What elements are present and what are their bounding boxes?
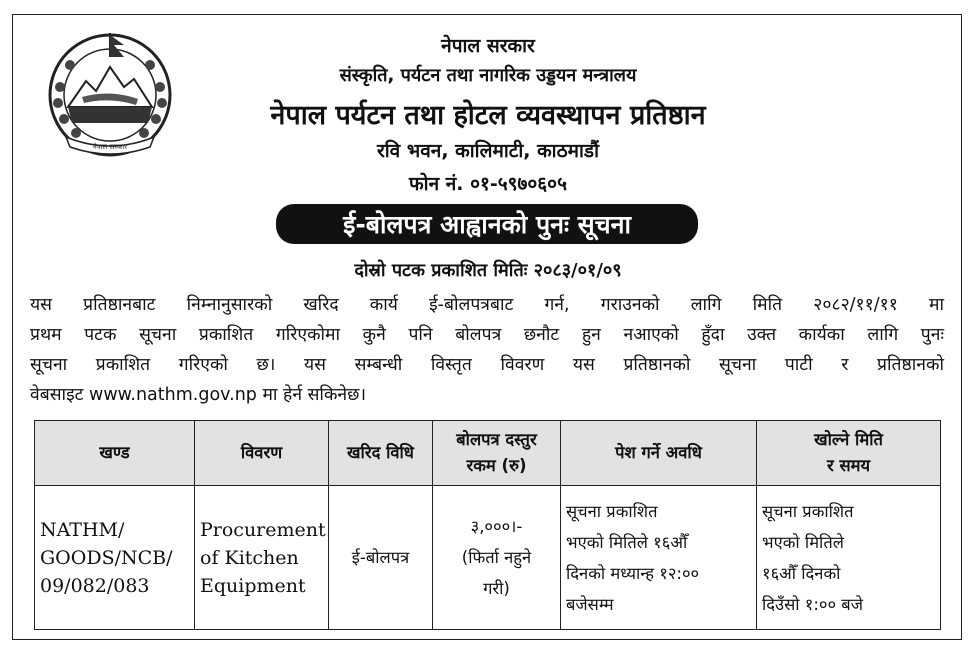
cell-section: NATHM/ GOODS/NCB/ 09/082/083 (35, 486, 195, 630)
cell-opening: सूचना प्रकाशित भएको मितिले १६औँ दिनको दिउँसो १:०० बजे (757, 486, 941, 630)
institute-name: नेपाल पर्यटन तथा होटल व्यवस्थापन प्रतिष्ठान (270, 100, 706, 131)
header-fee: बोलपत्र दस्तुर रकम (रु) (433, 421, 561, 486)
emblem-caption: नेपाल सरकार (92, 143, 128, 151)
phone-number: फोन नं. ०१-५९७०६०५ (409, 173, 567, 195)
address: रवि भवन, कालिमाटी, काठमाडौं (376, 140, 600, 162)
paragraph-line: प्रथम पटक सूचना प्रकाशित गरिएकोमा कुनै पनि बोलपत्र छनौट हुन नआएको हुँदा उक्त कार्यका लागि पुनः (30, 325, 944, 345)
publication-date: दोस्रो पटक प्रकाशित मितिः २०८३/०१/०९ (354, 260, 622, 281)
ministry-name: संस्कृति, पर्यटन तथा नागरिक उड्डयन मन्त्रालय (339, 65, 637, 86)
table-header-row (35, 421, 941, 486)
cell-fee: ३,०००।- (फिर्ता नहुने गरी) (433, 486, 561, 630)
header-opening: खोल्ने मिति र समय (757, 421, 941, 486)
notice-paragraph (30, 290, 944, 410)
notice-title-banner: ई-बोलपत्र आह्वानको पुनः सूचना (276, 204, 698, 244)
paragraph-line: यस प्रतिष्ठानबाट निम्नानुसारको खरिद कार्य ई-बोलपत्रबाट गर्न, गराउनको लागि मिति २०८२/११/११ मा (30, 295, 944, 315)
header-description: विवरण (195, 421, 329, 486)
paragraph-line: सूचना प्रकाशित गरिएको छ। यस सम्बन्धी विस्तृत विवरण यस प्रतिष्ठानको सूचना पाटी र प्रतिष्ठानको (30, 355, 944, 375)
paragraph-line-website: वेबसाइट www.nathm.gov.np मा हेर्न सकिनेछ। (30, 385, 367, 405)
procurement-table (34, 420, 941, 630)
header-method: खरिद विधि (329, 421, 433, 486)
header-section: खण्ड (35, 421, 195, 486)
government-name: नेपाल सरकार (441, 35, 535, 57)
table-row (35, 486, 941, 630)
cell-submission: सूचना प्रकाशित भएको मितिले १६औँ दिनको मध्यान्ह १२:०० बजेसम्म (561, 486, 757, 630)
cell-description: Procurement of Kitchen Equipment (195, 486, 329, 630)
cell-method: ई-बोलपत्र (329, 486, 433, 630)
header-submission: पेश गर्ने अवधि (561, 421, 757, 486)
